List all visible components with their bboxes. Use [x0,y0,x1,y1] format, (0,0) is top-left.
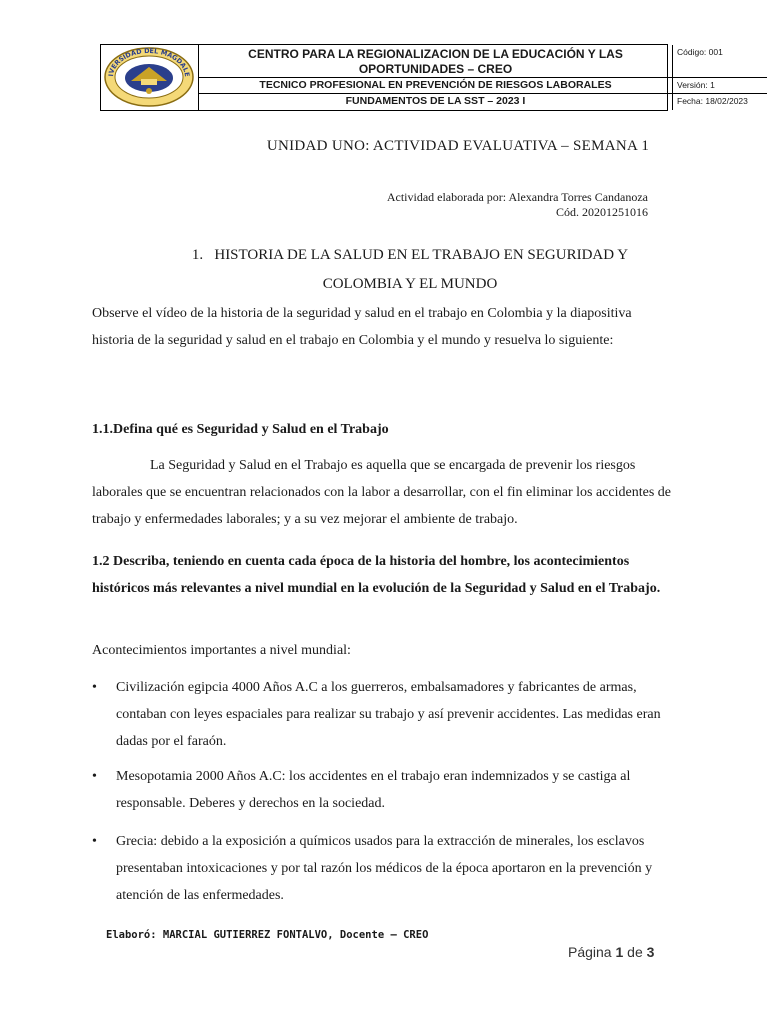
section-1-title [100,241,720,299]
bullet-icon: • [92,680,97,695]
intro-paragraph: Observe el vídeo de la historia de la seguridad y salud en el trabajo en Colombia y la diapositiva historia de la seguridad y salud en el trabajo en Colombia y el mundo y resuelva lo siguiente: [92,306,632,348]
section-1-title-line2: COLOMBIA Y EL MUNDO [322,276,498,292]
question-1-1-answer: La Seguridad y Salud en el Trabajo es aquella que se encargada de prevenir los riesgos laborales que se encuentran relacionados con la labor a desarrollar, con el fin eliminar los accidentes de trabajo y enfermedades laborales; y a su vez mejorar el ambiente de trabajo. [92,458,672,527]
bullet-icon: • [92,834,97,849]
course-cell: FUNDAMENTOS DE LA SST – 2023 I [199,94,673,110]
page-number: Página 1 de 3 [568,944,655,960]
university-seal-icon [101,45,197,109]
university-logo-cell [101,45,199,110]
version-cell: Versión: 1 [673,78,767,94]
unit-title: UNIDAD UNO: ACTIVIDAD EVALUATIVA – SEMANA 1 [266,138,650,154]
section-1-title-line1: HISTORIA DE LA SALUD EN EL TRABAJO EN SEGURIDAD Y [214,247,629,263]
document-header-table [100,44,748,111]
footer-elaborated-by: Elaboró: MARCIAL GUTIERREZ FONTALVO, Docente – CREO [106,929,429,941]
question-1-1-title: 1.1.Defina qué es Seguridad y Salud en el Trabajo [92,422,389,437]
question-1-2-title: 1.2 Describa, teniendo en cuenta cada época de la historia del hombre, los acontecimientos históricos más relevantes a nivel mundial en la evolución de la Seguridad y Salud en el Trabajo. [92,554,661,596]
date-cell: Fecha: 18/02/2023 [677,96,748,106]
institution-name-line2: OPORTUNIDADES – CREO [358,62,513,76]
author-block [387,190,648,220]
bullet-icon: • [92,769,97,784]
question-1-2-lead: Acontecimientos importantes a nivel mundial: [92,643,351,658]
list-item: • Mesopotamia 2000 Años A.C: los accidentes en el trabajo eran indemnizados y se castiga al responsable. Deberes y derechos en la sociedad. [92,763,672,817]
author-code: Cód. 20201251016 [555,205,648,219]
institution-name-line1: CENTRO PARA LA REGIONALIZACION DE LA EDUCACIÓN Y LAS [248,47,623,61]
list-item: • Grecia: debido a la exposición a químicos usados para la extracción de minerales, los esclavos presentaban intoxicaciones y por tal razón los médicos de la época aportaron en la prevención y atención de las enfermedades. [92,828,672,909]
code-cell: Código: 001 [673,45,767,78]
page-current: 1 [615,944,624,960]
svg-text:UNIVERSIDAD DEL MAGDALENA: IVERSIDAD DEL MAGDALE [106,46,192,78]
list-item: • Civilización egipcia 4000 Años A.C a los guerreros, embalsamadores y fabricantes de armas, contaban con leyes espaciales para realizar su trabajo y así prevenir accidentes. Las medidas eran dadas por el faraón. [92,674,672,755]
institution-name-cell [199,45,673,78]
page-total: 3 [646,944,655,960]
section-1-number: 1. [191,247,204,263]
program-cell: TECNICO PROFESIONAL EN PREVENCIÓN DE RIESGOS LABORALES [199,78,673,94]
author-name: Actividad elaborada por: Alexandra Torres Candanoza [386,190,648,204]
